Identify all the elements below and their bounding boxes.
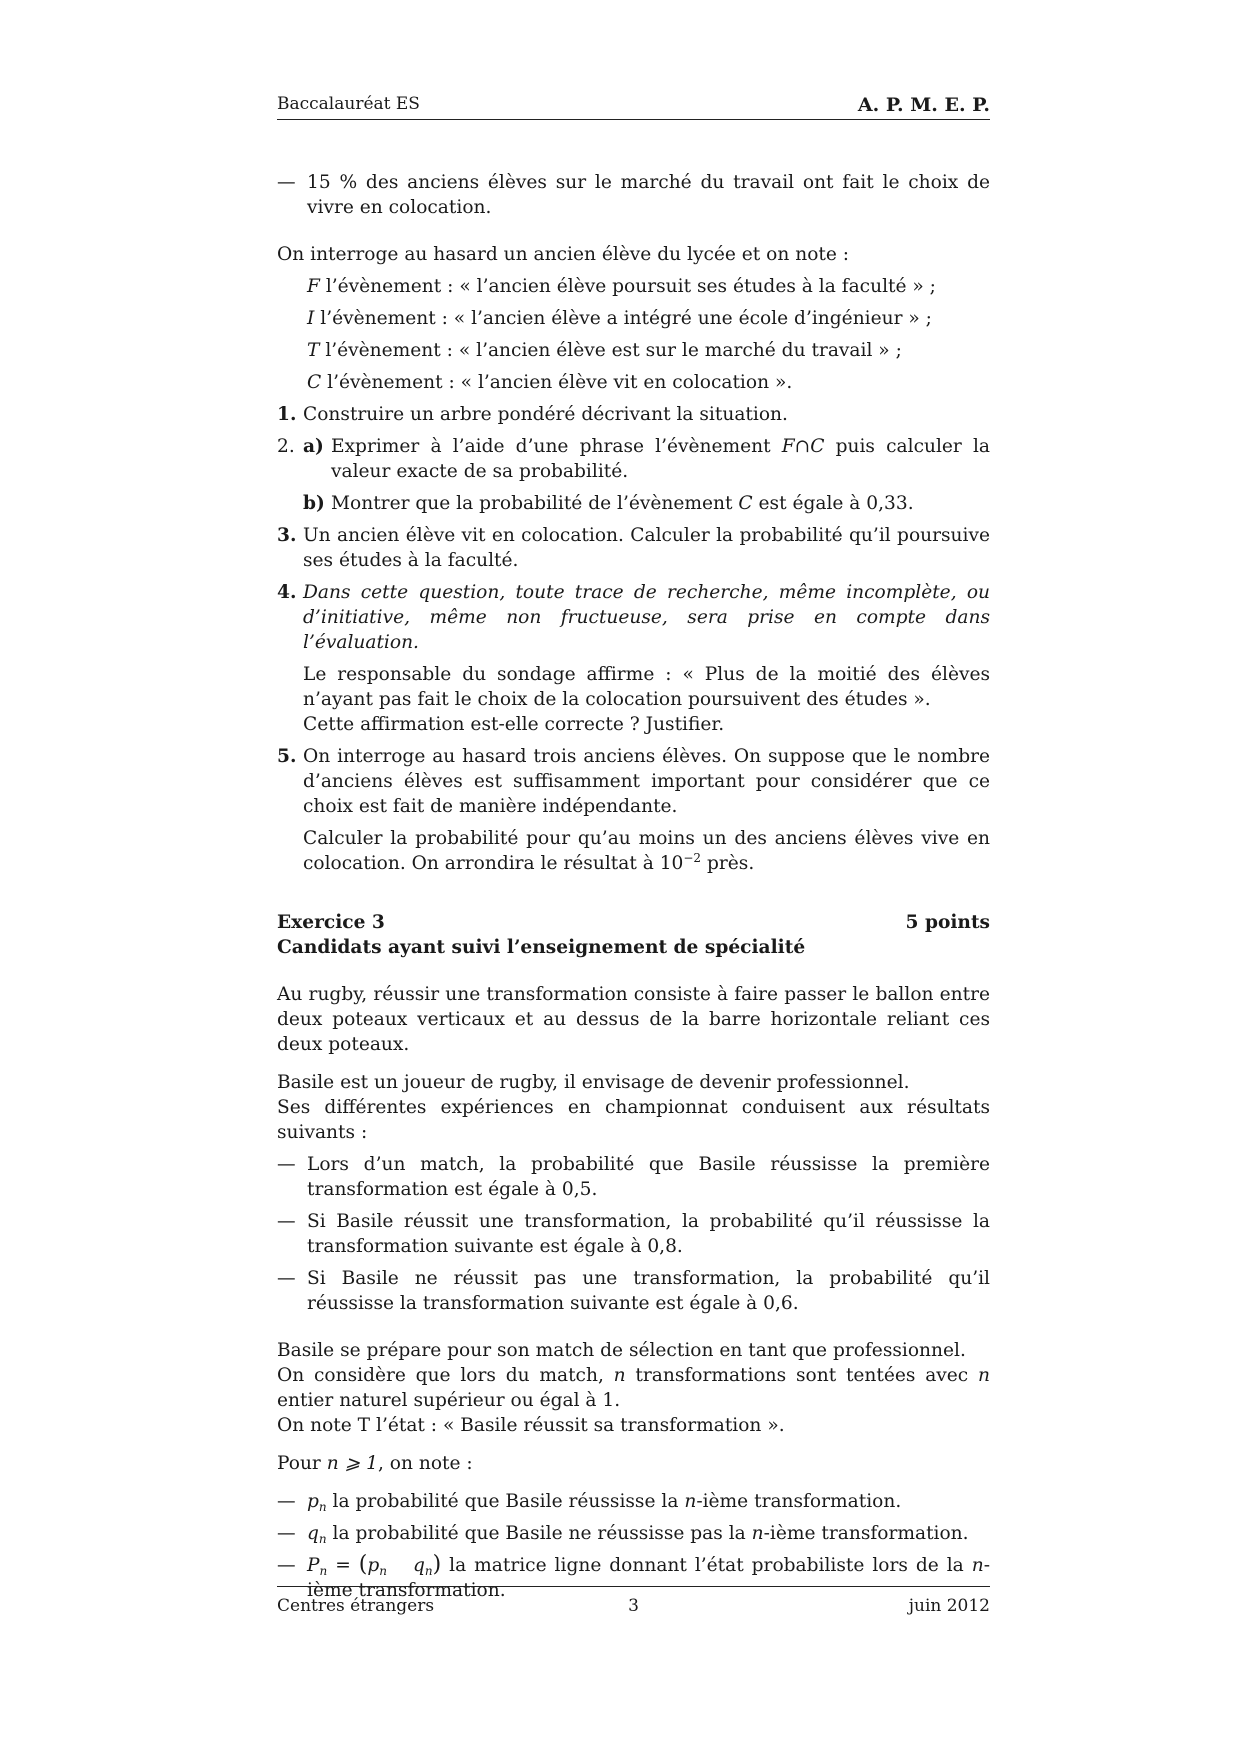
math: q bbox=[412, 1555, 425, 1576]
math-subscript: n bbox=[318, 1532, 327, 1546]
result-item: — Si Basile ne réussit pas une transformation, la probabilité qu’il réussisse la transformation suivante est égale à 0,6. bbox=[277, 1266, 990, 1316]
state-line: On note T l’état : « Basile réussit sa transformation ». bbox=[277, 1415, 785, 1436]
question-text: puis calculer la valeur exacte de sa probabilité. bbox=[331, 436, 990, 482]
text: transformations sont tentées avec bbox=[625, 1365, 979, 1386]
exponent: −2 bbox=[683, 851, 702, 865]
exercise-title: Exercice 3 bbox=[277, 912, 385, 933]
question-text: près. bbox=[701, 853, 755, 874]
matrix-open-paren: ( bbox=[358, 1552, 368, 1577]
header-left: Baccalauréat ES bbox=[277, 94, 420, 114]
math-subscript: n bbox=[379, 1564, 387, 1578]
event-var: C bbox=[307, 372, 322, 393]
math: q bbox=[307, 1523, 319, 1544]
text: -ième transformation. bbox=[307, 1555, 990, 1601]
sub-label: a) bbox=[303, 436, 324, 457]
header-right: A. P. M. E. P. bbox=[857, 94, 990, 116]
exercise-subtitle: Candidats ayant suivi l’enseignement de spécialité bbox=[277, 937, 806, 958]
question-2a bbox=[277, 434, 990, 484]
exercise-heading bbox=[277, 910, 990, 935]
math: n ⩾ 1 bbox=[326, 1453, 378, 1474]
page-footer bbox=[277, 1596, 990, 1618]
header-rule bbox=[277, 119, 990, 120]
page-header bbox=[277, 94, 990, 116]
question-lead: On interroge au hasard un ancien élève du lycée et on note : bbox=[277, 244, 850, 265]
event-text: l’évènement : « l’ancien élève vit en colocation ». bbox=[321, 372, 793, 393]
text: la matrice ligne donnant l’état probabiliste lors de la bbox=[441, 1555, 972, 1576]
question-number: 5. bbox=[277, 746, 297, 767]
question-text: est égale à 0,33. bbox=[752, 493, 914, 514]
event-text: l’évènement : « l’ancien élève a intégré une école d’ingénieur » ; bbox=[314, 308, 932, 329]
question-number: 1. bbox=[277, 404, 297, 425]
question-number: 2. bbox=[277, 436, 295, 457]
prep-line: Basile se prépare pour son match de sélection en tant que professionnel. bbox=[277, 1340, 966, 1361]
page-number: 3 bbox=[628, 1596, 639, 1616]
text: -ième transformation. bbox=[696, 1491, 902, 1512]
math: p bbox=[367, 1555, 380, 1576]
text: = bbox=[327, 1555, 359, 1576]
question-text: Exprimer à l’aide d’une phrase l’évènement bbox=[331, 436, 782, 457]
result-item: — Lors d’un match, la probabilité que Basile réussisse la première transformation est égale à 0,5. bbox=[277, 1152, 990, 1202]
def-q bbox=[277, 1521, 990, 1546]
text: , on note : bbox=[377, 1453, 473, 1474]
question-number: 4. bbox=[277, 582, 297, 603]
math: C bbox=[738, 493, 753, 514]
question-1 bbox=[277, 402, 990, 427]
question-text: On interroge au hasard trois anciens élèves. On suppose que le nombre d’anciens élèves est suffisamment important pour considérer que ce choix est fait de manière indépendante. bbox=[303, 746, 990, 817]
math: n bbox=[684, 1491, 697, 1512]
question-4-ask: Cette affirmation est-elle correcte ? Justifier. bbox=[303, 714, 725, 735]
question-2b bbox=[277, 491, 990, 516]
consider-line bbox=[277, 1363, 990, 1413]
event-f bbox=[277, 274, 990, 299]
def-p bbox=[277, 1489, 990, 1514]
event-t bbox=[277, 338, 990, 363]
main-content bbox=[277, 170, 990, 1603]
math: P bbox=[307, 1555, 320, 1576]
math: n bbox=[971, 1555, 984, 1576]
event-i bbox=[277, 306, 990, 331]
footer-right: juin 2012 bbox=[908, 1596, 990, 1616]
question-instruction: Dans cette question, toute trace de recherche, même incomplète, ou d’initiative, même non fructueuse, sera prise en compte dans l’évaluation. bbox=[303, 582, 990, 653]
question-4 bbox=[277, 580, 990, 655]
question-3 bbox=[277, 523, 990, 573]
text: -ième transformation. bbox=[763, 1523, 969, 1544]
text: entier naturel supérieur ou égal à 1. bbox=[277, 1390, 621, 1411]
event-c bbox=[277, 370, 990, 395]
event-var: T bbox=[307, 340, 320, 361]
text: Pour bbox=[277, 1453, 327, 1474]
math-subscript: n bbox=[424, 1564, 433, 1578]
pour-line bbox=[277, 1451, 990, 1476]
matrix-close-paren: ) bbox=[432, 1552, 442, 1577]
math: n bbox=[613, 1365, 626, 1386]
sub-label: b) bbox=[303, 493, 325, 514]
event-var: F bbox=[307, 276, 320, 297]
math-subscript: n bbox=[318, 1500, 327, 1514]
basile-line-1: Basile est un joueur de rugby, il envisage de devenir professionnel. bbox=[277, 1072, 910, 1093]
event-var: I bbox=[307, 308, 315, 329]
math-subscript: n bbox=[319, 1564, 328, 1578]
question-text: Construire un arbre pondéré décrivant la situation. bbox=[303, 404, 788, 425]
question-5 bbox=[277, 744, 990, 819]
event-text: l’évènement : « l’ancien élève poursuit ses études à la faculté » ; bbox=[319, 276, 936, 297]
math: n bbox=[751, 1523, 764, 1544]
question-text: Montrer que la probabilité de l’évènement bbox=[331, 493, 739, 514]
result-item: — Si Basile réussit une transformation, la probabilité qu’il réussisse la transformation suivante est égale à 0,8. bbox=[277, 1209, 990, 1259]
rugby-intro: Au rugby, réussir une transformation consiste à faire passer le ballon entre deux poteaux verticaux et au dessus de la barre horizontale reliant ces deux poteaux. bbox=[277, 984, 990, 1055]
question-4-claim: Le responsable du sondage affirme : « Plus de la moitié des élèves n’ayant pas fait le choix de la colocation poursuivent des études ». bbox=[303, 664, 990, 710]
question-text: Calculer la probabilité pour qu’au moins un des anciens élèves vive en colocation. On arrondira le résultat à 10 bbox=[303, 828, 990, 874]
text: la probabilité que Basile réussisse la bbox=[326, 1491, 685, 1512]
footer-left: Centres étrangers bbox=[277, 1596, 435, 1616]
math: F∩C bbox=[781, 436, 825, 457]
exercise-points: 5 points bbox=[905, 912, 990, 933]
question-text: Un ancien élève vit en colocation. Calculer la probabilité qu’il poursuive ses études à la faculté. bbox=[303, 525, 990, 571]
text: la probabilité que Basile ne réussisse pas la bbox=[326, 1523, 752, 1544]
math: n bbox=[978, 1365, 990, 1386]
basile-line-2: Ses différentes expériences en championnat conduisent aux résultats suivants : bbox=[277, 1097, 990, 1143]
text: On considère que lors du match, bbox=[277, 1365, 614, 1386]
math: p bbox=[307, 1491, 319, 1512]
event-text: l’évènement : « l’ancien élève est sur le marché du travail » ; bbox=[319, 340, 902, 361]
intro-bullet: — 15 % des anciens élèves sur le marché du travail ont fait le choix de vivre en colocation. bbox=[277, 170, 990, 220]
question-5-ask bbox=[277, 826, 990, 876]
footer-rule bbox=[277, 1586, 990, 1587]
question-number: 3. bbox=[277, 525, 297, 546]
